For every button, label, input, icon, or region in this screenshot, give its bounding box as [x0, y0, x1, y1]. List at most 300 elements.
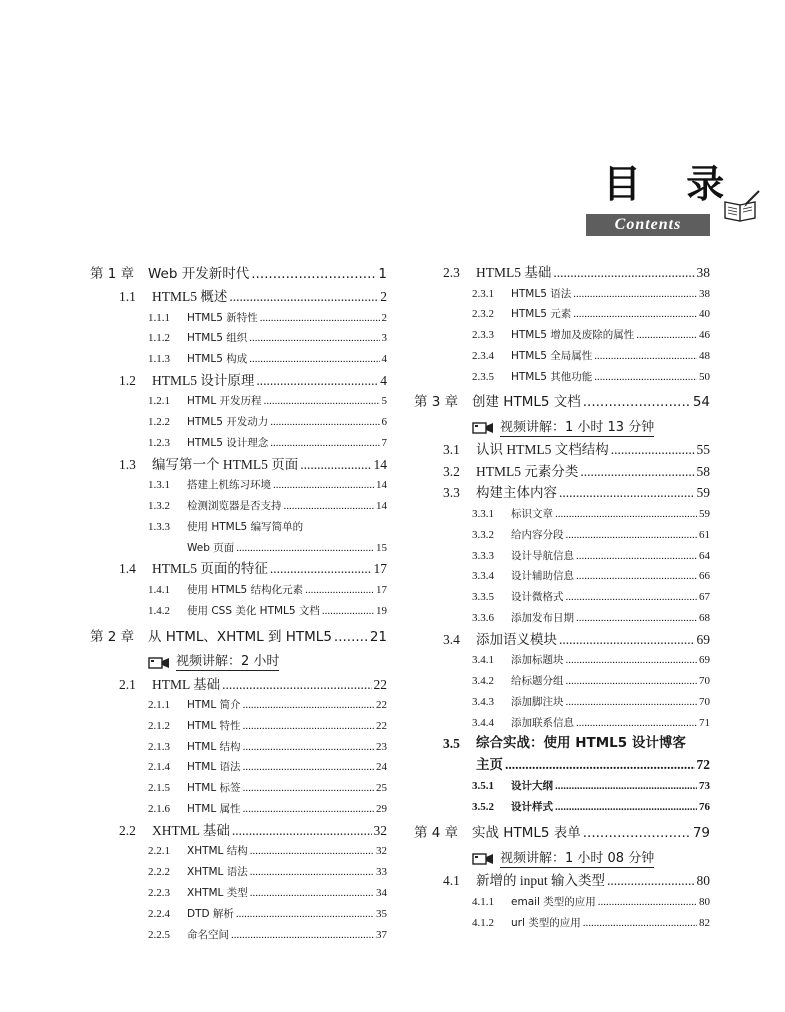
page-number: 80	[699, 895, 710, 908]
toc-subsection-entry[interactable]	[90, 308, 387, 329]
page-number: 17	[373, 561, 387, 577]
page-number: 82	[699, 916, 710, 929]
leader-dots	[573, 284, 697, 305]
page-number: 58	[696, 463, 710, 479]
leader-dots	[243, 799, 374, 820]
entry-title: 检测浏览器是否支持	[187, 500, 282, 513]
leader-dots	[260, 308, 380, 329]
toc-subsection-entry[interactable]	[90, 862, 387, 883]
toc-section-entry[interactable]	[414, 461, 710, 483]
entry-number: 1.4.2	[148, 604, 170, 617]
entry-title: HTML 语法	[187, 761, 241, 774]
entry-title: 实战 HTML5 表单	[472, 825, 581, 842]
leader-dots	[566, 692, 698, 713]
leader-dots	[251, 262, 376, 286]
entry-number: 3.1	[443, 442, 460, 458]
toc-subsection-entry[interactable]	[414, 892, 710, 913]
leader-dots	[300, 454, 371, 476]
leader-dots	[598, 892, 697, 913]
page-number: 2	[380, 289, 387, 304]
entry-title: 添加联系信息	[511, 716, 574, 729]
page-number: 14	[376, 479, 387, 492]
entry-number: 2.1.3	[148, 740, 170, 753]
leader-dots	[566, 650, 698, 671]
leader-dots	[249, 328, 379, 349]
toc-subsection-entry[interactable]	[90, 433, 387, 454]
entry-title: HTML5 语法	[511, 287, 572, 300]
leader-dots	[243, 716, 374, 737]
toc-subsection-entry[interactable]	[90, 601, 387, 622]
entry-title: 编写第一个 HTML5 页面	[152, 456, 299, 472]
video-lecture-text: 视频讲解：2 小时	[176, 654, 280, 670]
toc-entry-multiline[interactable]	[90, 517, 387, 559]
entry-title: HTML5 新特性	[187, 311, 258, 324]
leader-dots	[273, 475, 374, 496]
leader-dots	[576, 546, 697, 567]
leader-dots	[236, 904, 374, 925]
entry-number: 1.2	[119, 372, 136, 388]
leader-dots	[243, 757, 374, 778]
entry-title: 构建主体内容	[476, 485, 557, 501]
entry-title: XHTML 语法	[187, 866, 248, 879]
entry-title: 添加发布日期	[511, 611, 574, 624]
toc-subsection-entry[interactable]	[90, 778, 387, 799]
entry-number: 2.3.5	[472, 370, 494, 383]
leader-dots	[250, 862, 374, 883]
toc-chapter-entry[interactable]	[414, 818, 710, 848]
entry-number: 2.2.5	[148, 928, 170, 941]
entry-title: HTML 结构	[187, 740, 241, 753]
leader-dots	[583, 818, 691, 848]
entry-title: HTML 标签	[187, 782, 241, 795]
entry-title: 新增的 input 输入类型	[476, 873, 606, 889]
page-number: 22	[373, 676, 387, 692]
entry-title-continued: 主页	[476, 757, 503, 774]
page-number: 38	[696, 265, 710, 280]
entry-title: XHTML 类型	[187, 886, 248, 899]
entry-title: HTML5 其他功能	[511, 370, 593, 383]
entry-number: 3.5	[443, 736, 460, 752]
toc-left-column	[90, 262, 387, 945]
leader-dots	[611, 439, 695, 461]
entry-number: 1.4.1	[148, 583, 170, 596]
page-number: 72	[696, 757, 710, 773]
entry-title: 综合实战：使用 HTML5 设计博客	[476, 735, 686, 752]
leader-dots	[243, 695, 374, 716]
entry-number: 3.3.6	[472, 611, 494, 624]
leader-dots	[334, 622, 368, 652]
entry-title: 添加标题块	[511, 654, 564, 667]
toc-subsection-entry[interactable]	[90, 349, 387, 370]
page-number: 48	[699, 349, 710, 362]
toc-subsection-entry[interactable]	[414, 546, 710, 567]
video-camera-icon	[472, 421, 494, 435]
entry-number: 3.2	[443, 463, 460, 479]
entry-title: HTML5 全局属性	[511, 349, 593, 362]
page-number: 22	[376, 719, 387, 732]
entry-title: HTML5 元素分类	[476, 463, 579, 479]
page-number: 17	[376, 583, 387, 596]
entry-title: HTML 开发历程	[187, 395, 262, 408]
leader-dots	[250, 841, 374, 862]
toc-section-entry[interactable]	[414, 629, 710, 651]
entry-title: HTML5 增加及废除的属性	[511, 329, 635, 342]
entry-number: 1.1	[119, 289, 136, 304]
page-number: 70	[699, 695, 710, 708]
page-number: 29	[376, 803, 387, 816]
entry-number: 3.3.3	[472, 549, 494, 562]
toc-subsection-entry[interactable]	[90, 412, 387, 433]
entry-title: HTML 特性	[187, 719, 241, 732]
page-number: 5	[381, 395, 387, 408]
entry-title: HTML5 概述	[152, 289, 228, 304]
leader-dots	[284, 496, 375, 517]
leader-dots	[249, 349, 379, 370]
entry-number: 1.1.3	[148, 353, 170, 366]
entry-title: Web 开发新时代	[148, 266, 250, 282]
toc-section-entry[interactable]	[90, 454, 387, 476]
entry-number: 1.3	[119, 456, 136, 472]
page-number: 21	[369, 628, 387, 645]
leader-dots	[583, 913, 697, 934]
entry-number: 2.2	[119, 822, 136, 838]
toc-subsection-entry[interactable]	[90, 580, 387, 601]
entry-title: HTML5 元素	[511, 308, 572, 321]
entry-number: 3.5.2	[472, 801, 494, 814]
entry-number: 2.3.3	[472, 329, 494, 342]
entry-title: email 类型的应用	[511, 895, 596, 908]
entry-title: 搭建上机练习环境	[187, 479, 271, 492]
entry-title: HTML5 构成	[187, 353, 248, 366]
entry-number: 3.3.4	[472, 570, 494, 583]
entry-number: 2.3.2	[472, 308, 494, 321]
entry-title: 标识文章	[511, 507, 553, 520]
toc-section-entry[interactable]	[90, 370, 387, 392]
entry-number: 3.4.2	[472, 675, 494, 688]
page-number: 6	[381, 416, 387, 429]
toc-subsection-entry[interactable]	[90, 391, 387, 412]
leader-dots	[305, 580, 374, 601]
video-lecture-text: 视频讲解：1 小时 08 分钟	[500, 850, 655, 866]
page-number: 34	[376, 886, 387, 899]
entry-number: 2.1.2	[148, 719, 170, 732]
leader-dots	[229, 286, 378, 308]
entry-number: 2.3.4	[472, 349, 494, 362]
entry-title: 使用 HTML5 编写简单的	[187, 520, 304, 533]
leader-dots	[583, 387, 691, 417]
page-number: 7	[381, 436, 387, 449]
toc-subsection-entry[interactable]	[414, 650, 710, 671]
entry-title: HTML 属性	[187, 803, 241, 816]
page-number: 3	[381, 332, 387, 345]
leader-dots	[270, 412, 379, 433]
entry-number: 3.4.4	[472, 716, 494, 729]
toc-section-entry[interactable]	[90, 674, 387, 696]
toc-section-entry[interactable]	[414, 870, 710, 892]
page-number: 76	[699, 801, 710, 814]
entry-title: 设计导航信息	[511, 549, 574, 562]
entry-title: 设计辅助信息	[511, 570, 574, 583]
toc-section-entry[interactable]	[414, 482, 710, 504]
entry-number: 2.1.6	[148, 803, 170, 816]
entry-number: 3.4.1	[472, 654, 494, 667]
entry-number: 1.2.1	[148, 395, 170, 408]
leader-dots	[555, 776, 697, 797]
page-number: 2	[381, 311, 387, 324]
contents-banner: Contents	[586, 214, 710, 236]
toc-subsection-entry[interactable]	[414, 797, 710, 818]
entry-number: 第 2 章	[90, 628, 135, 645]
entry-number: 3.3.5	[472, 591, 494, 604]
page-number: 80	[696, 873, 710, 889]
toc-section-entry[interactable]	[414, 439, 710, 461]
page-number: 70	[699, 675, 710, 688]
page-number: 33	[376, 866, 387, 879]
entry-number: 3.3.2	[472, 528, 494, 541]
video-lecture-note	[148, 652, 387, 674]
entry-title: XHTML 基础	[152, 822, 230, 838]
toc-section-entry[interactable]	[90, 558, 387, 580]
entry-number: 2.3	[443, 265, 460, 280]
toc-subsection-entry[interactable]	[414, 525, 710, 546]
toc-subsection-entry[interactable]	[90, 799, 387, 820]
page-number: 14	[376, 500, 387, 513]
video-lecture-note	[472, 848, 710, 870]
toc-right-column	[414, 262, 710, 934]
entry-title: 设计样式	[511, 801, 553, 814]
page-number: 38	[699, 287, 710, 300]
page-number: 23	[376, 740, 387, 753]
entry-title: 使用 CSS 美化 HTML5 文档	[187, 604, 320, 617]
leader-dots	[576, 713, 697, 734]
entry-number: 3.3.1	[472, 507, 494, 520]
leader-dots	[559, 482, 695, 504]
page-number: 32	[376, 845, 387, 858]
page-number: 73	[699, 780, 710, 793]
entry-title: HTML5 设计原理	[152, 372, 255, 388]
toc-subsection-entry[interactable]	[414, 776, 710, 797]
entry-number: 2.1.1	[148, 699, 170, 712]
page-number: 14	[373, 456, 387, 472]
toc-subsection-entry[interactable]	[90, 737, 387, 758]
page-number: 61	[699, 528, 710, 541]
entry-title: 添加语义模块	[476, 631, 557, 647]
leader-dots	[594, 346, 697, 367]
page-number: 64	[699, 549, 710, 562]
entry-number: 1.4	[119, 561, 136, 577]
page-number: 79	[692, 825, 710, 842]
toc-subsection-entry[interactable]	[414, 325, 710, 346]
leader-dots	[636, 325, 697, 346]
entry-title: 设计微格式	[511, 591, 564, 604]
toc-subsection-entry[interactable]	[414, 671, 710, 692]
page-number: 15	[376, 541, 387, 554]
entry-title: HTML 简介	[187, 699, 241, 712]
toc-subsection-entry[interactable]	[90, 475, 387, 496]
toc-chapter-entry[interactable]	[90, 622, 387, 652]
entry-number: 2.2.3	[148, 886, 170, 899]
book-pen-icon	[723, 190, 761, 224]
page-number: 71	[699, 716, 710, 729]
entry-title: HTML5 设计理念	[187, 436, 269, 449]
leader-dots	[232, 820, 372, 842]
entry-title: 给内容分段	[511, 528, 564, 541]
entry-number: 2.1.5	[148, 782, 170, 795]
video-camera-icon	[472, 852, 494, 866]
toc-subsection-entry[interactable]	[90, 883, 387, 904]
entry-number: 1.3.3	[148, 520, 170, 533]
page-number: 24	[376, 761, 387, 774]
video-camera-icon	[148, 656, 170, 670]
page-number: 32	[373, 822, 387, 838]
toc-section-entry[interactable]	[90, 286, 387, 308]
entry-number: 1.2.2	[148, 416, 170, 429]
leader-dots	[243, 737, 374, 758]
leader-dots	[559, 629, 695, 651]
leader-dots	[270, 558, 372, 580]
toc-subsection-entry[interactable]	[90, 496, 387, 517]
leader-dots	[236, 538, 374, 559]
entry-number: 第 4 章	[414, 825, 459, 842]
leader-dots	[222, 674, 371, 696]
toc-subsection-entry[interactable]	[414, 367, 710, 388]
leader-dots	[231, 925, 374, 946]
toc-section-entry[interactable]	[414, 262, 710, 284]
entry-number: 1.1.1	[148, 311, 170, 324]
entry-number: 4.1.2	[472, 916, 494, 929]
toc-entry-multiline[interactable]	[414, 733, 710, 776]
page-number: 67	[699, 591, 710, 604]
leader-dots	[576, 566, 697, 587]
toc-subsection-entry[interactable]	[90, 841, 387, 862]
page-number: 66	[699, 570, 710, 583]
entry-title: 命名空间	[187, 928, 229, 941]
page-number: 59	[696, 485, 710, 501]
leader-dots	[555, 504, 697, 525]
entry-number: 3.4.3	[472, 695, 494, 708]
entry-number: 2.2.1	[148, 845, 170, 858]
leader-dots	[566, 587, 698, 608]
entry-number: 2.3.1	[472, 287, 494, 300]
page-number: 1	[378, 266, 387, 282]
toc-subsection-entry[interactable]	[90, 904, 387, 925]
entry-number: 1.3.2	[148, 500, 170, 513]
entry-title: 给标题分组	[511, 675, 564, 688]
entry-number: 4.1.1	[472, 895, 494, 908]
toc-subsection-entry[interactable]	[414, 566, 710, 587]
entry-title: 设计大纲	[511, 780, 553, 793]
entry-title: 从 HTML、XHTML 到 HTML5	[148, 628, 332, 645]
page-number: 40	[699, 308, 710, 321]
leader-dots	[594, 367, 697, 388]
entry-number: 1.3.1	[148, 479, 170, 492]
page-number: 59	[699, 507, 710, 520]
entry-title: HTML 基础	[152, 676, 221, 692]
entry-title: HTML5 基础	[476, 265, 552, 280]
entry-number: 3.5.1	[472, 780, 494, 793]
page-number: 37	[376, 928, 387, 941]
entry-title: DTD 解析	[187, 907, 234, 920]
toc-subsection-entry[interactable]	[90, 925, 387, 946]
page-number: 4	[380, 372, 387, 388]
leader-dots	[580, 461, 694, 483]
page-number: 50	[699, 370, 710, 383]
toc-chapter-entry[interactable]	[414, 387, 710, 417]
toc-subsection-entry[interactable]	[414, 304, 710, 325]
page-number: 19	[376, 604, 387, 617]
toc-subsection-entry[interactable]	[414, 608, 710, 629]
entry-number: 2.2.2	[148, 866, 170, 879]
page-number: 69	[696, 631, 710, 647]
entry-title: HTML5 开发动力	[187, 416, 269, 429]
page-number: 55	[696, 442, 710, 458]
toc-subsection-entry[interactable]	[90, 716, 387, 737]
leader-dots	[270, 433, 379, 454]
leader-dots	[607, 870, 694, 892]
leader-dots	[573, 304, 697, 325]
toc-section-entry[interactable]	[90, 820, 387, 842]
toc-subsection-entry[interactable]	[414, 692, 710, 713]
leader-dots	[505, 754, 695, 775]
leader-dots	[553, 262, 694, 284]
entry-number: 第 1 章	[90, 266, 135, 282]
leader-dots	[566, 671, 698, 692]
leader-dots	[576, 608, 697, 629]
toc-subsection-entry[interactable]	[90, 757, 387, 778]
leader-dots	[322, 601, 374, 622]
toc-subsection-entry[interactable]	[414, 713, 710, 734]
page-number: 25	[376, 782, 387, 795]
entry-title: url 类型的应用	[511, 916, 581, 929]
entry-title: 认识 HTML5 文档结构	[476, 442, 609, 458]
toc-subsection-entry[interactable]	[414, 913, 710, 934]
page-number: 46	[699, 329, 710, 342]
toc-subsection-entry[interactable]	[90, 328, 387, 349]
page-number: 54	[692, 394, 710, 411]
entry-title: HTML5 组织	[187, 332, 248, 345]
page-number: 22	[376, 699, 387, 712]
entry-number: 1.1.2	[148, 332, 170, 345]
leader-dots	[250, 883, 374, 904]
toc-subsection-entry[interactable]	[414, 284, 710, 305]
leader-dots	[264, 391, 380, 412]
toc-subsection-entry[interactable]	[414, 346, 710, 367]
entry-number: 2.1.4	[148, 761, 170, 774]
video-lecture-note	[472, 417, 710, 439]
entry-number: 4.1	[443, 873, 460, 889]
leader-dots	[243, 778, 374, 799]
toc-subsection-entry[interactable]	[414, 504, 710, 525]
page-number: 68	[699, 611, 710, 624]
video-lecture-text: 视频讲解：1 小时 13 分钟	[500, 419, 655, 435]
toc-subsection-entry[interactable]	[90, 695, 387, 716]
entry-number: 2.2.4	[148, 907, 170, 920]
leader-dots	[256, 370, 378, 392]
entry-number: 2.1	[119, 676, 136, 692]
leader-dots	[566, 525, 698, 546]
entry-title: 使用 HTML5 结构化元素	[187, 583, 304, 596]
entry-number: 1.2.3	[148, 436, 170, 449]
entry-title: XHTML 结构	[187, 845, 248, 858]
page-number: 4	[381, 353, 387, 366]
entry-number: 第 3 章	[414, 394, 459, 411]
toc-chapter-entry[interactable]	[90, 262, 387, 286]
page-number: 35	[376, 907, 387, 920]
entry-number: 3.3	[443, 485, 460, 501]
toc-subsection-entry[interactable]	[414, 587, 710, 608]
leader-dots	[555, 797, 697, 818]
page-number: 69	[699, 654, 710, 667]
